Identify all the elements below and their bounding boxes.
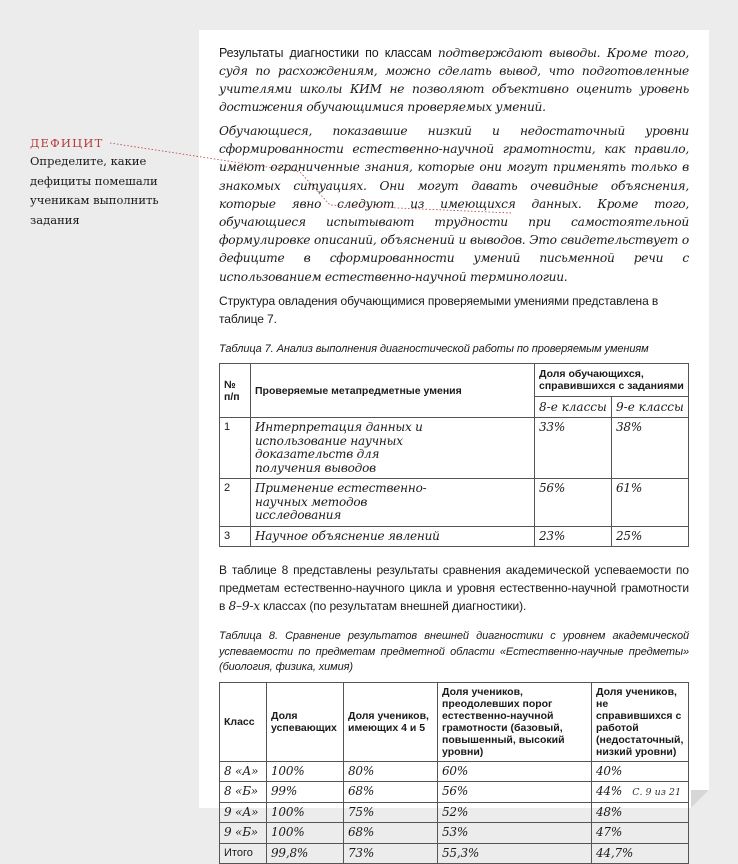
table-8-cell-threshold: 55,3% (438, 843, 592, 864)
paragraph-1-sans: Результаты диагностики по классам (219, 46, 438, 60)
table-7-cell-grade9: 61% (612, 479, 689, 527)
table-7-cell-grade8: 33% (535, 418, 612, 479)
table-8-caption: Таблица 8. Сравнение результатов внешней диагностики с уровнем академической успеваемости по предметам предметной области «Естественно-научные предметы» (биология, физика, химия) (219, 630, 689, 674)
table-8-cell-class: 8 «А» (220, 761, 267, 782)
table-7 (219, 363, 689, 547)
table-7-cell-grade8: 56% (535, 479, 612, 527)
table-7-cell-num: 1 (220, 418, 251, 479)
table-8-header-passing: Доля успевающих (267, 682, 344, 761)
table-7-cell-skill: Применение естественно-научных методов исследования (251, 479, 535, 527)
table-8-cell-passing: 99% (267, 782, 344, 803)
table-8-cell-failed: 47% (592, 823, 689, 844)
table-8-cell-failed: 40% (592, 761, 689, 782)
table-8-cell-failed: 48% (592, 802, 689, 823)
table-8-header-class: Класс (220, 682, 267, 761)
table-8-cell-passing: 100% (267, 761, 344, 782)
table-7-cell-skill: Научное объяснение явлений (251, 526, 535, 547)
table-8-cell-good: 68% (344, 782, 438, 803)
page-content (219, 44, 689, 864)
table-7-caption: Таблица 7. Анализ выполнения диагностической работы по проверяемым умениям (219, 342, 649, 355)
paragraph-4-before: В таблице 8 представлены результаты сравнения академической успеваемости по предметам естественно-научного цикла и уровня естественно-научной грамотности в (219, 563, 689, 614)
table-row-total (220, 843, 689, 864)
paragraph-table7-intro: Структура овладения обучающимися проверяемыми умениями представлена в таблице 7. (219, 293, 659, 326)
paragraph-diagnostics-results (219, 44, 689, 116)
table-8-cell-passing: 100% (267, 823, 344, 844)
paragraph-deficit-description: Обучающиеся, показавшие низкий и недостаточный уровни сформированности естественно-научной грамотности, как правило, имеют ограниченные знания, которые они могут применять только в знакомых ситуациях. Они могут давать очевидные объяснения, которые явно следуют из имеющихся данных. Кроме того, обучающиеся испытывают трудности при самостоятельной формулировке описаний, объяснений и выводов. Это свидетельствует о дефиците в сформированности умений письменной речи с использованием естественно-научной терминологии. (219, 124, 689, 284)
paragraph-4-after: классах (по результатам внешней диагностики). (259, 599, 527, 614)
table-7-header-num: № п/п (220, 364, 251, 418)
table-8-cell-class: 9 «А» (220, 802, 267, 823)
table-8-cell-good: 68% (344, 823, 438, 844)
table-8 (219, 682, 689, 864)
sidenote-text: Определите, какие дефициты помешали ученикам выполнить задания (30, 154, 159, 227)
table-row (220, 418, 689, 479)
paragraph-1-serif: подтверждают выводы. Кроме того, судя по расхождениям, можно сделать вывод, что подготовленные учителями школы КИМ не позволяют объективно оценить уровень достижения обучающимися проверяемых умений. (219, 46, 689, 114)
table-8-cell-class: 9 «Б» (220, 823, 267, 844)
table-row (220, 526, 689, 547)
table-8-cell-failed: 44% (592, 782, 689, 803)
table-7-cell-grade8: 23% (535, 526, 612, 547)
table-8-header-threshold: Доля учеников, преодолевших порог естественно-научной грамотности (базовый, повышенный, высокий уровни) (438, 682, 592, 761)
page-corner-fold (691, 790, 709, 808)
table-8-cell-threshold: 56% (438, 782, 592, 803)
table-row (220, 761, 689, 782)
table-8-cell-good: 75% (344, 802, 438, 823)
table-8-cell-good: 73% (344, 843, 438, 864)
page-footer: С. 9 из 21 (632, 787, 681, 798)
sidenote (30, 135, 195, 230)
sidenote-title: ДЕФИЦИТ (30, 136, 104, 150)
table-7-header-skill: Проверяемые метапредметные умения (251, 364, 535, 418)
table-row (220, 782, 689, 803)
table-7-cell-num: 3 (220, 526, 251, 547)
table-row (220, 802, 689, 823)
table-8-cell-threshold: 60% (438, 761, 592, 782)
paragraph-4-grades: 8–9-х (228, 599, 260, 614)
table-8-cell-class: 8 «Б» (220, 782, 267, 803)
table-7-cell-grade9: 38% (612, 418, 689, 479)
table-8-cell-class: Итого (220, 843, 267, 864)
table-7-cell-grade9: 25% (612, 526, 689, 547)
table-row (220, 479, 689, 527)
table-row (220, 823, 689, 844)
table-7-header-share: Доля обучающихся, справившихся с заданиями (535, 364, 689, 397)
table-8-cell-passing: 100% (267, 802, 344, 823)
table-8-cell-threshold: 53% (438, 823, 592, 844)
table-8-header-good: Доля учеников, имеющих 4 и 5 (344, 682, 438, 761)
table-8-cell-threshold: 52% (438, 802, 592, 823)
table-7-header-grade9: 9-е классы (612, 397, 689, 418)
table-8-header-failed: Доля учеников, не справившихся с работой (недостаточный, низкий уровни) (592, 682, 689, 761)
table-7-cell-num: 2 (220, 479, 251, 527)
table-7-header-grade8: 8-е классы (535, 397, 612, 418)
table-8-cell-failed: 44,7% (592, 843, 689, 864)
paragraph-table8-intro (219, 561, 689, 615)
table-7-cell-skill: Интерпретация данных и использование научных доказательств для получения выводов (251, 418, 535, 479)
document-page (199, 30, 709, 860)
table-8-cell-passing: 99,8% (267, 843, 344, 864)
table-8-cell-good: 80% (344, 761, 438, 782)
